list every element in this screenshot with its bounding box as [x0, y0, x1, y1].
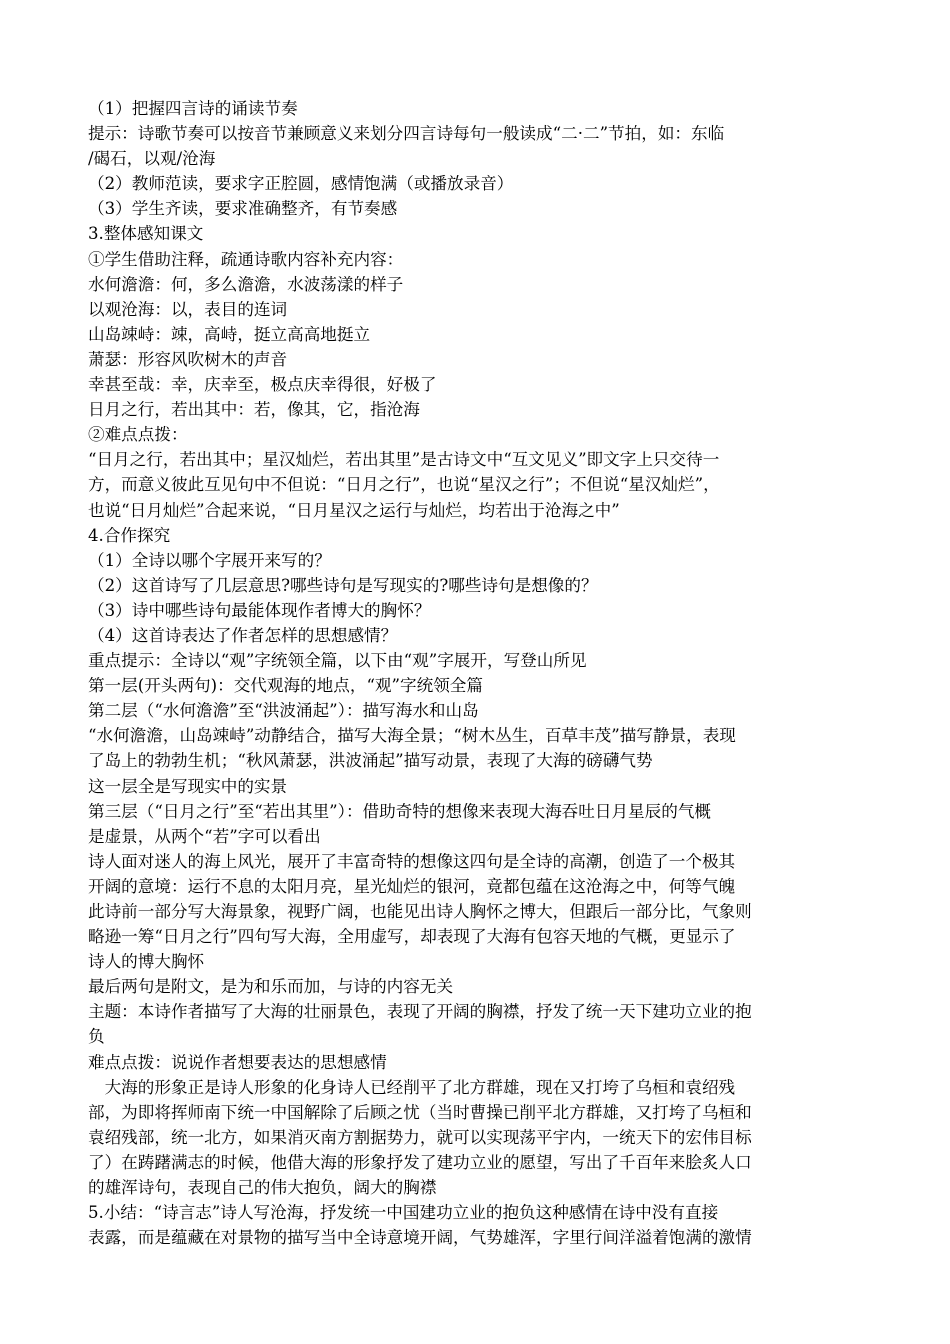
text-line: 提示：诗歌节奏可以按音节兼顾意义来划分四言诗每句一般读成“二·二”节拍，如：东临 — [88, 124, 725, 144]
text-line: 主题：本诗作者描写了大海的壮丽景色，表现了开阔的胸襟，抒发了统一天下建功立业的抱 — [88, 1002, 752, 1022]
text-line: 表露，而是蕴藏在对景物的描写当中全诗意境开阔，气势雄浑，字里行间洋溢着饱满的激情 — [88, 1228, 752, 1248]
text-line: 袁绍残部，统一北方，如果消灭南方割据势力，就可以实现荡平宇内，一统天下的宏伟目标 — [88, 1127, 752, 1147]
text-line: 是虚景，从两个“若”字可以看出 — [88, 826, 321, 846]
text-line: 第一层(开头两句)：交代观海的地点，“观”字统领全篇 — [88, 676, 483, 696]
text-line: 也说“日月灿烂”合起来说，“日月星汉之运行与灿烂，均若出于沧海之中” — [88, 500, 620, 520]
text-line: 方，而意义彼此互见句中不但说：“日月之行”，也说“星汉之行”；不但说“星汉灿烂”， — [88, 475, 720, 495]
text-line: /碣石，以观/沧海 — [88, 149, 216, 169]
text-line: “日月之行，若出其中；星汉灿烂，若出其里”是古诗文中“互文见义”即文字上只交待一 — [88, 450, 720, 470]
text-line: 日月之行，若出其中：若，像其，它，指沧海 — [88, 400, 420, 420]
text-line: （3）学生齐读，要求准确整齐，有节奏感 — [88, 199, 398, 219]
text-line: 略逊一筹“日月之行”四句写大海，全用虚写，却表现了大海有包容天地的气概，更显示了 — [88, 927, 736, 947]
text-line: 此诗前一部分写大海景象，视野广阔，也能见出诗人胸怀之博大，但跟后一部分比，气象则 — [88, 902, 752, 921]
text-line: （4）这首诗表达了作者怎样的思想感情？ — [88, 625, 398, 645]
text-line: （1）全诗以哪个字展开来写的？ — [88, 550, 331, 570]
text-line: 难点点拨：说说作者想要表达的思想感情 — [88, 1052, 387, 1072]
text-line: 幸甚至哉：幸，庆幸至，极点庆幸得很，好极了 — [88, 375, 437, 395]
text-line: 部，为即将挥师南下统一中国解除了后顾之忧（当时曹操已削平北方群雄，又打垮了乌桓和 — [88, 1102, 752, 1122]
text-line: 5.小结：“诗言志”诗人写沧海，抒发统一中国建功立业的抱负这种感情在诗中没有直接 — [88, 1203, 719, 1223]
text-line: （2）这首诗写了几层意思?哪些诗句是写现实的?哪些诗句是想像的？ — [88, 575, 598, 595]
text-line: 以观沧海：以，表目的连词 — [88, 299, 288, 319]
text-line: 诗人面对迷人的海上风光，展开了丰富奇特的想像这四句是全诗的高潮，创造了一个极其 — [88, 851, 736, 871]
text-line: 第二层（“水何澹澹”至“洪波涌起”）：描写海水和山岛 — [88, 701, 479, 721]
text-line: 负 — [88, 1027, 105, 1047]
text-line: 3.整体感知课文 — [88, 224, 204, 244]
text-line: 山岛竦峙：竦，高峙，挺立高高地挺立 — [88, 324, 371, 344]
text-line: 的雄浑诗句，表现自己的伟大抱负，阔大的胸襟 — [88, 1178, 437, 1198]
text-line: 4.合作探究 — [88, 525, 171, 545]
text-line: 第三层（“日月之行”至“若出其里”）：借助奇特的想像来表现大海吞吐日月星辰的气概 — [88, 801, 712, 821]
text-line: （2）教师范读，要求字正腔圆，感情饱满（或播放录音） — [88, 174, 514, 194]
text-line: 诗人的博大胸怀 — [88, 952, 205, 972]
text-line: “水何澹澹，山岛竦峙”动静结合，描写大海全景；“树木丛生，百草丰茂”描写静景，表现 — [88, 726, 736, 746]
text-line: 大海的形象正是诗人形象的化身诗人已经削平了北方群雄，现在又打垮了乌桓和袁绍残 — [88, 1077, 736, 1097]
text-line: 了）在踌躇满志的时候，他借大海的形象抒发了建功立业的愿望，写出了千百年来脍炙人口 — [88, 1152, 752, 1172]
text-line: 萧瑟：形容风吹树木的声音 — [88, 349, 288, 369]
text-line: 重点提示：全诗以“观”字统领全篇，以下由“观”字展开，写登山所见 — [88, 651, 587, 671]
text-line: ②难点点拨： — [88, 425, 188, 445]
text-line: （3）诗中哪些诗句最能体现作者博大的胸怀？ — [88, 600, 431, 620]
text-line: （1）把握四言诗的诵读节奏 — [88, 99, 298, 118]
text-line: 最后两句是附文，是为和乐而加，与诗的内容无关 — [88, 977, 454, 997]
text-line: 这一层全是写现实中的实景 — [88, 776, 288, 796]
text-line: 水何澹澹：何，多么澹澹，水波荡漾的样子 — [88, 274, 404, 294]
text-line: 开阔的意境：运行不息的太阳月亮，星光灿烂的银河，竟都包蕴在这沧海之中，何等气魄 — [88, 876, 736, 896]
document-body — [88, 96, 843, 1250]
text-line: ①学生借助注释，疏通诗歌内容补充内容： — [88, 249, 404, 269]
text-line: 了岛上的勃勃生机；“秋风萧瑟，洪波涌起”描写动景，表现了大海的磅礴气势 — [88, 751, 653, 771]
